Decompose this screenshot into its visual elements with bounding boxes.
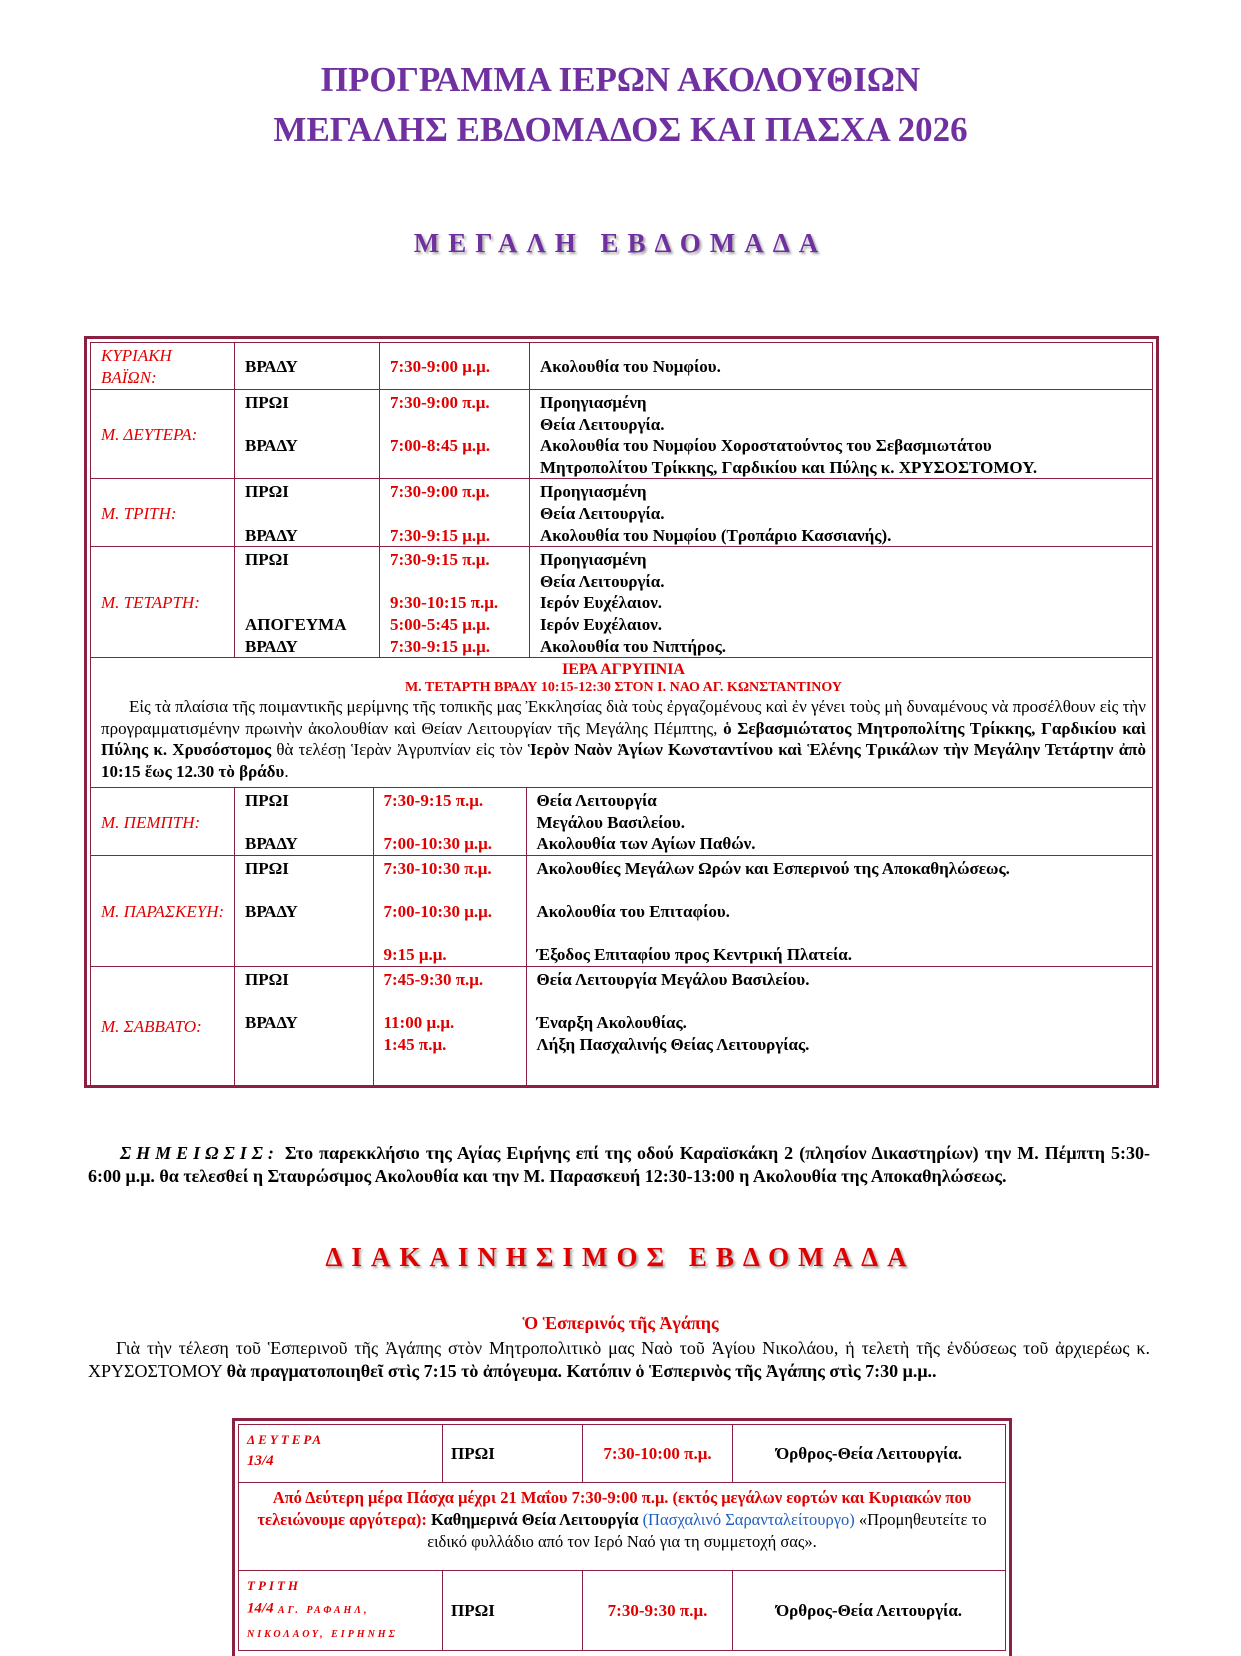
friday-detail (235, 855, 1153, 966)
time: 7:30-9:30 π.μ. (583, 1571, 733, 1651)
row-bright-tuesday (239, 1571, 1006, 1651)
day-label: Μ. ΔΕΥΤΕΡΑ: (91, 390, 235, 479)
periods: ΠΡΩΙ ΒΡΑΔΥ (235, 967, 373, 1085)
day-label: ΤΡΙΤΗ 14/4 ΑΓ. ΡΑΦΑΗΛ, ΝΙΚΟΛΑΟΥ, ΕΙΡΗΝΗΣ (239, 1571, 443, 1651)
row-bright-monday (239, 1425, 1006, 1483)
period: ΒΡΑΔΥ (235, 343, 380, 390)
row-wednesday (91, 547, 1153, 658)
periods: ΠΡΩΙ ΒΡΑΔΥ (235, 479, 380, 547)
period: ΠΡΩΙ (443, 1425, 583, 1483)
service: Όρθρος-Θεία Λειτουργία. (733, 1571, 1006, 1651)
time: 7:30-10:00 π.μ. (583, 1425, 733, 1483)
services: Ακολουθίες Μεγάλων Ωρών και Εσπερινού της Αποκαθηλώσεως. Ακολουθία του Επιταφίου. Έξοδος Επιταφίου προς Κεντρική Πλατεία. (536, 858, 1010, 965)
row-monday (91, 390, 1153, 479)
services: Θεία Λειτουργία Μεγάλου Βασιλείου. Έναρξη Ακολουθίας. Λήξη Πασχαλινής Θείας Λειτουργίας. (536, 969, 810, 1054)
row-thursday (91, 788, 1153, 856)
notes-text: Στο παρεκκλήσιο της Αγίας Ειρήνης επί της οδού Καραϊσκάκη 2 (πλησίον Δικαστηρίων) την Μ. Πέμπτη 5:30-6:00 μ.μ. θα τελεσθεί η Σταυρώσιμος Ακολουθία και την Μ. Παρασκευή 12:30-13:00 η Ακολουθία της Αποκαθηλώσεως. (88, 1143, 1150, 1186)
services: Θεία Λειτουργία Μεγάλου Βασιλείου. Ακολουθία των Αγίων Παθών. (536, 791, 756, 854)
info-cell: Από Δεύτερη μέρα Πάσχα μέχρι 21 Μαΐου 7:30-9:00 π.μ. (εκτός μεγάλων εορτών και Κυριακών που τελειώνουμε αργότερα): Καθημερινά Θεία Λειτουργία (Πασχαλινό Σαρανταλείτουργο) «Προμηθευτείτε το ειδικό φυλλάδιο από τον Ιερό Ναό για τη συμμετοχή σας». (239, 1483, 1006, 1571)
service: Όρθρος-Θεία Λειτουργία. (733, 1425, 1006, 1483)
services: Προηγιασμένη Θεία Λειτουργία. Ακολουθία του Νυμφίου Χοροστατούντος του Σεβασμιωτάτου Μητροπολίτου Τρίκκης, Γαρδικίου και Πύλης κ. ΧΡΥΣΟΣΤΟΜΟΥ. (530, 390, 1153, 479)
page-title-line2: ΜΕΓΑΛΗΣ ΕΒΔΟΜΑΔΟΣ ΚΑΙ ΠΑΣΧΑ 2026 (273, 110, 968, 149)
vigil-subtitle: Μ. ΤΕΤΑΡΤΗ ΒΡΑΔΥ 10:15-12:30 ΣΤΟΝ Ι. ΝΑΟ ΑΓ. ΚΩΝΣΤΑΝΤΙΝΟΥ (404, 680, 843, 696)
vespers-paragraph: Γιὰ τὴν τέλεση τοῦ Ἑσπερινοῦ τῆς Ἀγάπης στὸν Μητροπολιτικὸ μας Ναὸ τοῦ Ἁγίου Νικολάου, ἡ τελετὴ τῆς ἐνδύσεως τοῦ ἀρχιερέως κ. ΧΡΥΣΟΣΤΟΜΟΥ θὰ πραγματοποιηθεῖ στὶς 7:15 τὸ ἀπόγευμα. Κατόπιν ὁ Ἑσπερινὸς τῆς Ἀγάπης στὶς 7:30 μ.μ.. (88, 1338, 1150, 1381)
notes-paragraph (88, 1142, 1150, 1188)
vigil-cell (91, 658, 1153, 788)
holy-week-table (84, 336, 1159, 1088)
thursday-detail (235, 788, 1153, 856)
day-label: Μ. ΠΕΜΠΤΗ: (91, 788, 235, 856)
row-tuesday (91, 479, 1153, 547)
day-label: Μ. ΣΑΒΒΑΤΟ: (91, 966, 235, 1085)
periods: ΠΡΩΙ ΑΠΟΓΕΥΜΑ ΒΡΑΔΥ (235, 547, 380, 658)
services: Προηγιασμένη Θεία Λειτουργία. Ιερόν Ευχέλαιον. Ιερόν Ευχέλαιον. Ακολουθία του Νιπτήρος. (530, 547, 1153, 658)
services: Προηγιασμένη Θεία Λειτουργία. Ακολουθία του Νυμφίου (Τροπάριο Κασσιανής). (530, 479, 1153, 547)
row-vigil (91, 658, 1153, 788)
row-friday (91, 855, 1153, 966)
page-title-line1: ΠΡΟΓΡΑΜΜΑ ΙΕΡΩΝ ΑΚΟΛΟΥΘΙΩΝ (320, 60, 921, 99)
row-palm-sunday (91, 343, 1153, 390)
holy-week-heading: ΜΕΓΑΛΗ ΕΒΔΟΜΑΔΑ (413, 228, 828, 258)
times: 7:30-9:00 π.μ. 7:00-8:45 μ.μ. (380, 390, 530, 479)
vespers-title: Ὁ Ἑσπερινός τῆς Ἀγάπης (522, 1313, 719, 1333)
times: 7:30-10:30 π.μ. 7:00-10:30 μ.μ. 9:15 μ.μ. (373, 856, 526, 966)
bright-week-heading: ΔΙΑΚΑΙΝΗΣΙΜΟΣ ΕΒΔΟΜΑΔΑ (325, 1242, 916, 1272)
day-label: ΔΕΥΤΕΡΑ 13/4 (239, 1425, 443, 1483)
times: 7:30-9:15 π.μ. 7:00-10:30 μ.μ. (373, 788, 526, 855)
times: 7:30-9:15 π.μ. 9:30-10:15 π.μ. 5:00-5:45 μ.μ. 7:30-9:15 μ.μ. (380, 547, 530, 658)
day-label: Μ. ΤΡΙΤΗ: (91, 479, 235, 547)
period: ΠΡΩΙ (443, 1571, 583, 1651)
row-bright-info (239, 1483, 1006, 1571)
times: 7:45-9:30 π.μ. 11:00 μ.μ. 1:45 π.μ. (373, 967, 526, 1085)
vigil-text: Εἰς τὰ πλαίσια τῆς ποιμαντικῆς μερίμνης τῆς τοπικῆς μας Ἐκκλησίας διὰ τοὺς ἐργαζομένους καὶ ἐν γένει τοὺς μὴ δυναμένους νὰ προσέλθουν εἰς τὴν προγραμματισμένην πρωινὴν ἀκολουθίαν καὶ Θείαν Λειτουργίαν τῆς Μεγάλης Πέμπτης, ὁ Σεβασμιώτατος Μητροπολίτης Τρίκκης, Γαρδικίου καὶ Πύλης κ. Χρυσόστομος θὰ τελέσῃ Ἱερὰν Ἀγρυπνίαν εἰς τὸν Ἱερὸν Ναὸν Ἁγίων Κωνσταντίνου καὶ Ἑλένης Τρικάλων τὴν Μεγάλην Τετάρτην ἀπὸ 10:15 ἕως 12.30 τὸ βράδυ. (101, 697, 1146, 781)
notes-label: ΣΗΜΕΙΩΣΙΣ: (120, 1143, 279, 1163)
saturday-detail (235, 966, 1153, 1085)
bright-week-table (232, 1418, 1012, 1656)
day-label: Μ. ΤΕΤΑΡΤΗ: (91, 547, 235, 658)
times: 7:30-9:00 π.μ. 7:30-9:15 μ.μ. (380, 479, 530, 547)
periods: ΠΡΩΙ ΒΡΑΔΥ (235, 856, 373, 966)
day-label: ΚΥΡΙΑΚΗ ΒΑΪΩΝ: (91, 343, 235, 390)
vigil-title: ΙΕΡΑ ΑΓΡΥΠΝΙΑ (562, 661, 685, 679)
day-label: Μ. ΠΑΡΑΣΚΕΥΗ: (91, 855, 235, 966)
periods: ΠΡΩΙ ΒΡΑΔΥ (235, 788, 373, 855)
time: 7:30-9:00 μ.μ. (380, 343, 530, 390)
row-saturday (91, 966, 1153, 1085)
periods: ΠΡΩΙ ΒΡΑΔΥ (235, 390, 380, 479)
service: Ακολουθία του Νυμφίου. (530, 343, 1153, 390)
